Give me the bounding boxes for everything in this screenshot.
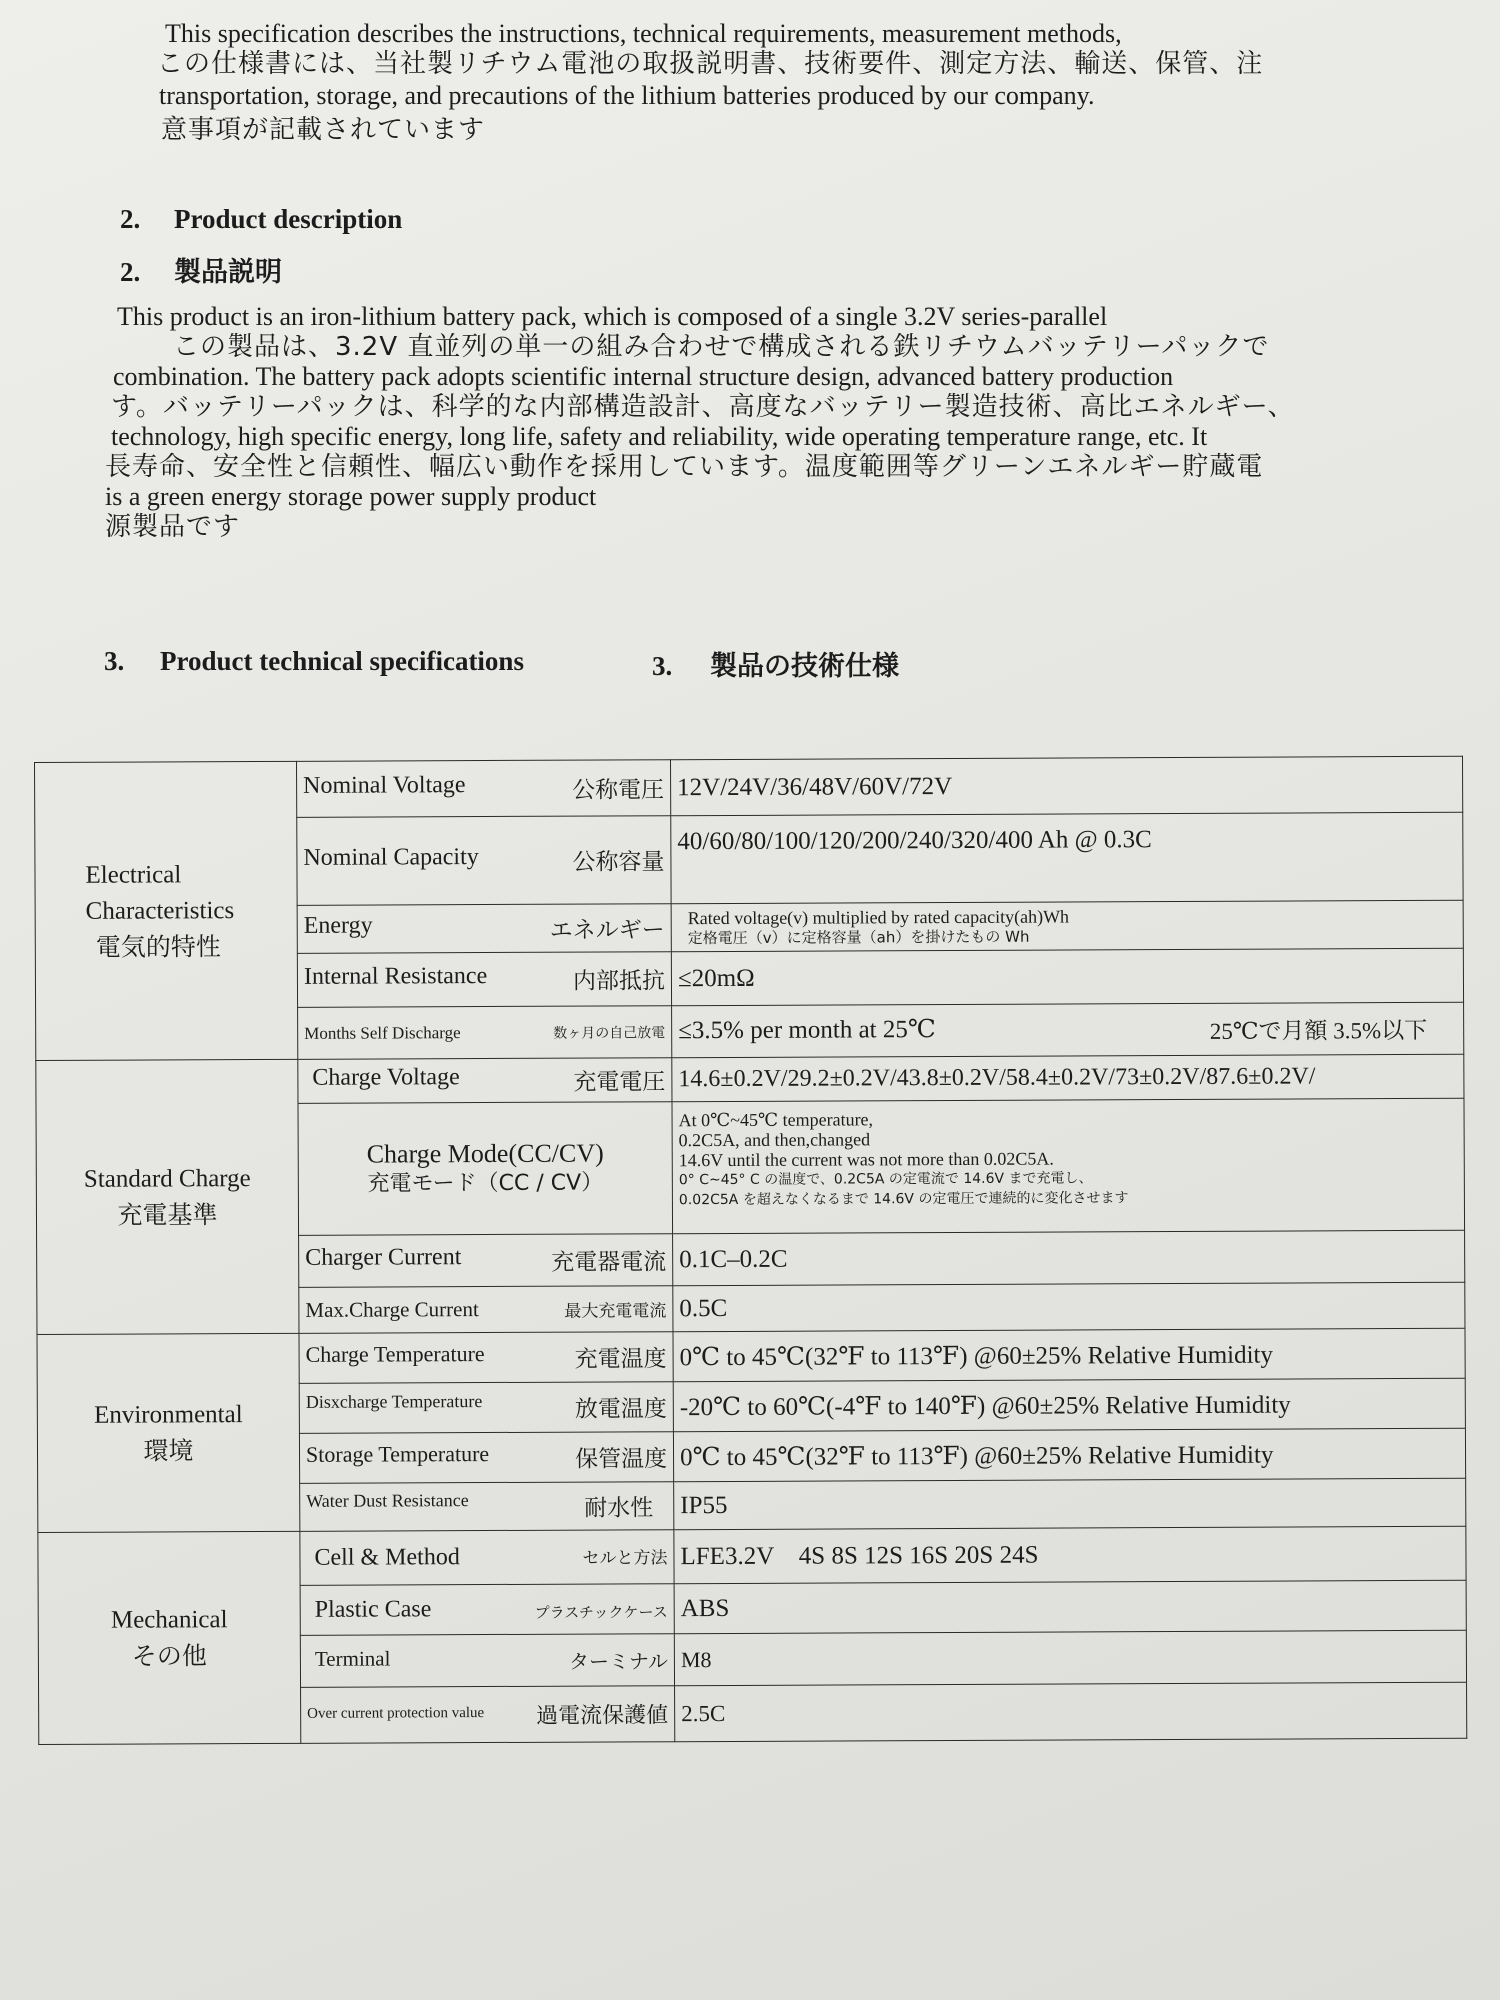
category-standard-en: Standard Charge xyxy=(83,1164,251,1193)
category-environmental xyxy=(37,1333,300,1532)
section-3-number: 3. xyxy=(104,646,125,676)
param-label-ja: 放電温度 xyxy=(574,1396,667,1423)
value-energy-ja: 定格電圧（v）に定格容量（ah）を掛けたもの Wh xyxy=(687,927,1030,947)
param-label-en: Nominal Capacity xyxy=(303,844,479,871)
value-charge-mode-line-3: 14.6V until the current was not more than 0.02C5A. xyxy=(678,1148,1054,1171)
value-charge-mode-line-5: 0.02C5A を超えなくなるまで 14.6V の定電圧で連続的に変化させます xyxy=(678,1190,1129,1209)
section-2-heading-ja xyxy=(120,250,282,289)
param-label-en: Over current protection value xyxy=(307,1705,485,1722)
category-electrical-en-2: Characteristics xyxy=(85,896,235,925)
table-row xyxy=(35,756,1463,818)
section-3-heading-ja xyxy=(652,644,899,683)
section-3-title-en: Product technical specifications xyxy=(160,646,524,676)
param-label-en: Energy xyxy=(303,912,373,939)
param-plastic-case xyxy=(300,1584,674,1636)
param-label-ja: 充電電圧 xyxy=(573,1069,666,1096)
table-row xyxy=(37,1328,1465,1384)
param-internal-resistance xyxy=(297,952,671,1008)
value-charge-mode xyxy=(672,1098,1465,1233)
param-label-ja: 耐水性 xyxy=(584,1495,654,1522)
product-description xyxy=(105,302,1470,542)
param-over-current-protection xyxy=(301,1686,675,1744)
param-label-ja: 保管温度 xyxy=(574,1446,668,1473)
table-row xyxy=(38,1526,1466,1586)
param-terminal xyxy=(300,1634,674,1688)
param-label-ja: 内部抵抗 xyxy=(572,968,666,995)
param-label-ja: 数ヶ月の自己放電 xyxy=(553,1024,666,1042)
intro-ja-line-2: 意事項が記載されています xyxy=(161,115,486,145)
value-charge-voltage: 14.6±0.2V/29.2±0.2V/43.8±0.2V/58.4±0.2V/73±0.2V/87.6±0.2V/ xyxy=(672,1054,1464,1101)
section-2-number-ja: 2. xyxy=(120,257,141,287)
category-mechanical-en: Mechanical xyxy=(110,1605,228,1634)
section-3-title-ja: 製品の技術仕様 xyxy=(710,651,899,682)
param-water-dust-resistance xyxy=(300,1482,674,1532)
intro-ja-line-1: この仕様書には、当社製リチウム電池の取扱説明書、技術要件、測定方法、輸送、保管、注 xyxy=(157,49,1264,79)
category-standard-charge xyxy=(36,1059,299,1334)
section-2-title-ja: 製品説明 xyxy=(174,257,282,288)
param-label-ja: プラスチックケース xyxy=(534,1603,668,1622)
value-charger-current: 0.1C–0.2C xyxy=(673,1230,1465,1285)
param-label-ja: セルと方法 xyxy=(582,1548,668,1569)
param-label-en: Disxcharge Temperature xyxy=(305,1391,483,1412)
param-label-en: Charge Mode(CC/CV) xyxy=(366,1138,604,1169)
desc-line-1: This product is an iron-lithium battery pack, which is composed of a single 3.2V series-parallel xyxy=(117,302,1108,331)
value-self-discharge-en: ≤3.5% per month at 25℃ xyxy=(678,1016,936,1045)
value-charge-mode-line-2: 0.2C5A, and then,changed xyxy=(678,1129,871,1151)
section-2-number: 2. xyxy=(120,204,141,234)
value-energy xyxy=(671,900,1463,951)
param-label-en: Max.Charge Current xyxy=(305,1297,479,1322)
param-label-en: Charger Current xyxy=(305,1244,462,1271)
param-label-en: Cell & Method xyxy=(314,1544,460,1571)
intro-en-line-2: transportation, storage, and precautions of the lithium batteries produced by our company. xyxy=(159,81,1095,110)
value-discharge-temperature: -20℃ to 60℃(-4℉ to 140℉) @60±25% Relative Humidity xyxy=(673,1378,1465,1431)
param-max-charge-current xyxy=(299,1286,673,1334)
intro-en-line-1: This specification describes the instructions, technical requirements, measurement methods, xyxy=(165,19,1122,48)
value-cell-method: LFE3.2V 4S 8S 12S 16S 20S 24S xyxy=(674,1526,1466,1583)
value-nominal-voltage: 12V/24V/36/48V/60V/72V xyxy=(670,756,1462,815)
section-2-title-en: Product description xyxy=(174,204,403,234)
category-electrical-ja: 電気的特性 xyxy=(95,931,221,962)
value-internal-resistance: ≤20mΩ xyxy=(671,948,1463,1005)
param-energy xyxy=(297,904,671,954)
desc-line-8: 源製品です xyxy=(105,512,241,542)
param-label-en: Months Self Discharge xyxy=(304,1022,461,1043)
category-electrical xyxy=(35,761,298,1060)
value-plastic-case: ABS xyxy=(674,1580,1466,1633)
value-charge-mode-line-1: At 0℃~45℃ temperature, xyxy=(678,1109,874,1131)
value-water-dust-resistance: IP55 xyxy=(674,1478,1466,1529)
category-mechanical xyxy=(38,1531,301,1744)
param-label-en: Water Dust Resistance xyxy=(306,1490,469,1511)
param-label-ja: 充電モード（CC / CV） xyxy=(367,1170,604,1197)
section-2-heading-en xyxy=(120,204,402,235)
param-label-ja: 最大充電電流 xyxy=(564,1301,667,1322)
param-discharge-temperature xyxy=(299,1382,673,1434)
category-standard-ja: 充電基準 xyxy=(117,1199,218,1230)
desc-line-6: 長寿命、安全性と信頼性、幅広い動作を採用しています。温度範囲等グリーンエネルギー貯蔵電 xyxy=(105,452,1264,482)
param-label-ja: エネルギー xyxy=(549,917,665,944)
param-label-en: Charge Temperature xyxy=(305,1341,485,1367)
param-label-en: Storage Temperature xyxy=(305,1441,490,1467)
section-3-number-ja: 3. xyxy=(652,651,673,681)
param-self-discharge xyxy=(298,1006,672,1060)
param-label-ja: 充電器電流 xyxy=(551,1249,667,1276)
category-environmental-ja: 環境 xyxy=(143,1435,194,1466)
param-label-en: Plastic Case xyxy=(314,1596,432,1623)
value-storage-temperature: 0℃ to 45℃(32℉ to 113℉) @60±25% Relative Humidity xyxy=(673,1428,1465,1481)
desc-line-5: technology, high specific energy, long life, safety and reliability, wide operating temperature range, etc. It xyxy=(111,422,1208,451)
param-charge-voltage xyxy=(298,1058,672,1104)
param-cell-method xyxy=(300,1530,674,1586)
param-nominal-capacity xyxy=(297,816,671,906)
technical-specifications-table xyxy=(34,756,1467,1745)
value-self-discharge-ja: 25℃で月額 3.5%以下 xyxy=(1209,1017,1428,1044)
param-nominal-voltage xyxy=(296,760,670,818)
value-max-charge-current: 0.5C xyxy=(673,1282,1465,1331)
param-storage-temperature xyxy=(299,1432,673,1484)
value-charge-temperature: 0℃ to 45℃(32℉ to 113℉) @60±25% Relative Humidity xyxy=(673,1328,1465,1381)
param-label-en: Terminal xyxy=(314,1646,391,1671)
category-electrical-en-1: Electrical xyxy=(85,860,182,889)
param-charger-current xyxy=(299,1234,673,1288)
value-charge-mode-line-4: 0° C~45° C の温度で、0.2C5A の定電流で 14.6V まで充電し、 xyxy=(678,1170,1093,1189)
param-label-ja: ターミナル xyxy=(568,1649,668,1674)
param-label-ja: 過電流保護値 xyxy=(536,1703,669,1729)
value-self-discharge xyxy=(672,1002,1464,1057)
param-label-ja: 公称容量 xyxy=(572,849,665,876)
category-environmental-en: Environmental xyxy=(93,1400,243,1429)
value-energy-en: Rated voltage(v) multiplied by rated capacity(ah)Wh xyxy=(687,905,1070,928)
value-over-current-protection: 2.5C xyxy=(675,1682,1467,1741)
value-terminal: M8 xyxy=(674,1630,1466,1685)
param-label-ja: 充電温度 xyxy=(574,1346,667,1373)
param-charge-temperature xyxy=(299,1332,673,1384)
param-label-en: Nominal Voltage xyxy=(303,772,466,799)
table-row xyxy=(36,1054,1464,1104)
category-mechanical-ja: その他 xyxy=(131,1640,207,1671)
param-label-en: Charge Voltage xyxy=(312,1064,460,1091)
param-label-ja: 公称電圧 xyxy=(572,777,665,804)
param-label-en: Internal Resistance xyxy=(303,963,488,990)
param-charge-mode xyxy=(298,1102,673,1236)
desc-line-2: この製品は、3.2V 直並列の単一の組み合わせで構成される鉄リチウムバッテリーパックで xyxy=(173,332,1270,362)
section-3-heading-en xyxy=(104,646,524,677)
desc-line-3: combination. The battery pack adopts scientific internal structure design, advanced battery production xyxy=(113,362,1174,391)
desc-line-4: す。バッテリーパックは、科学的な内部構造設計、高度なバッテリー製造技術、高比エネルギー、 xyxy=(111,392,1295,422)
value-nominal-capacity: 40/60/80/100/120/200/240/320/400 Ah @ 0.3C xyxy=(671,812,1463,903)
intro-paragraph xyxy=(157,18,1465,146)
desc-line-7: is a green energy storage power supply product xyxy=(105,482,597,511)
